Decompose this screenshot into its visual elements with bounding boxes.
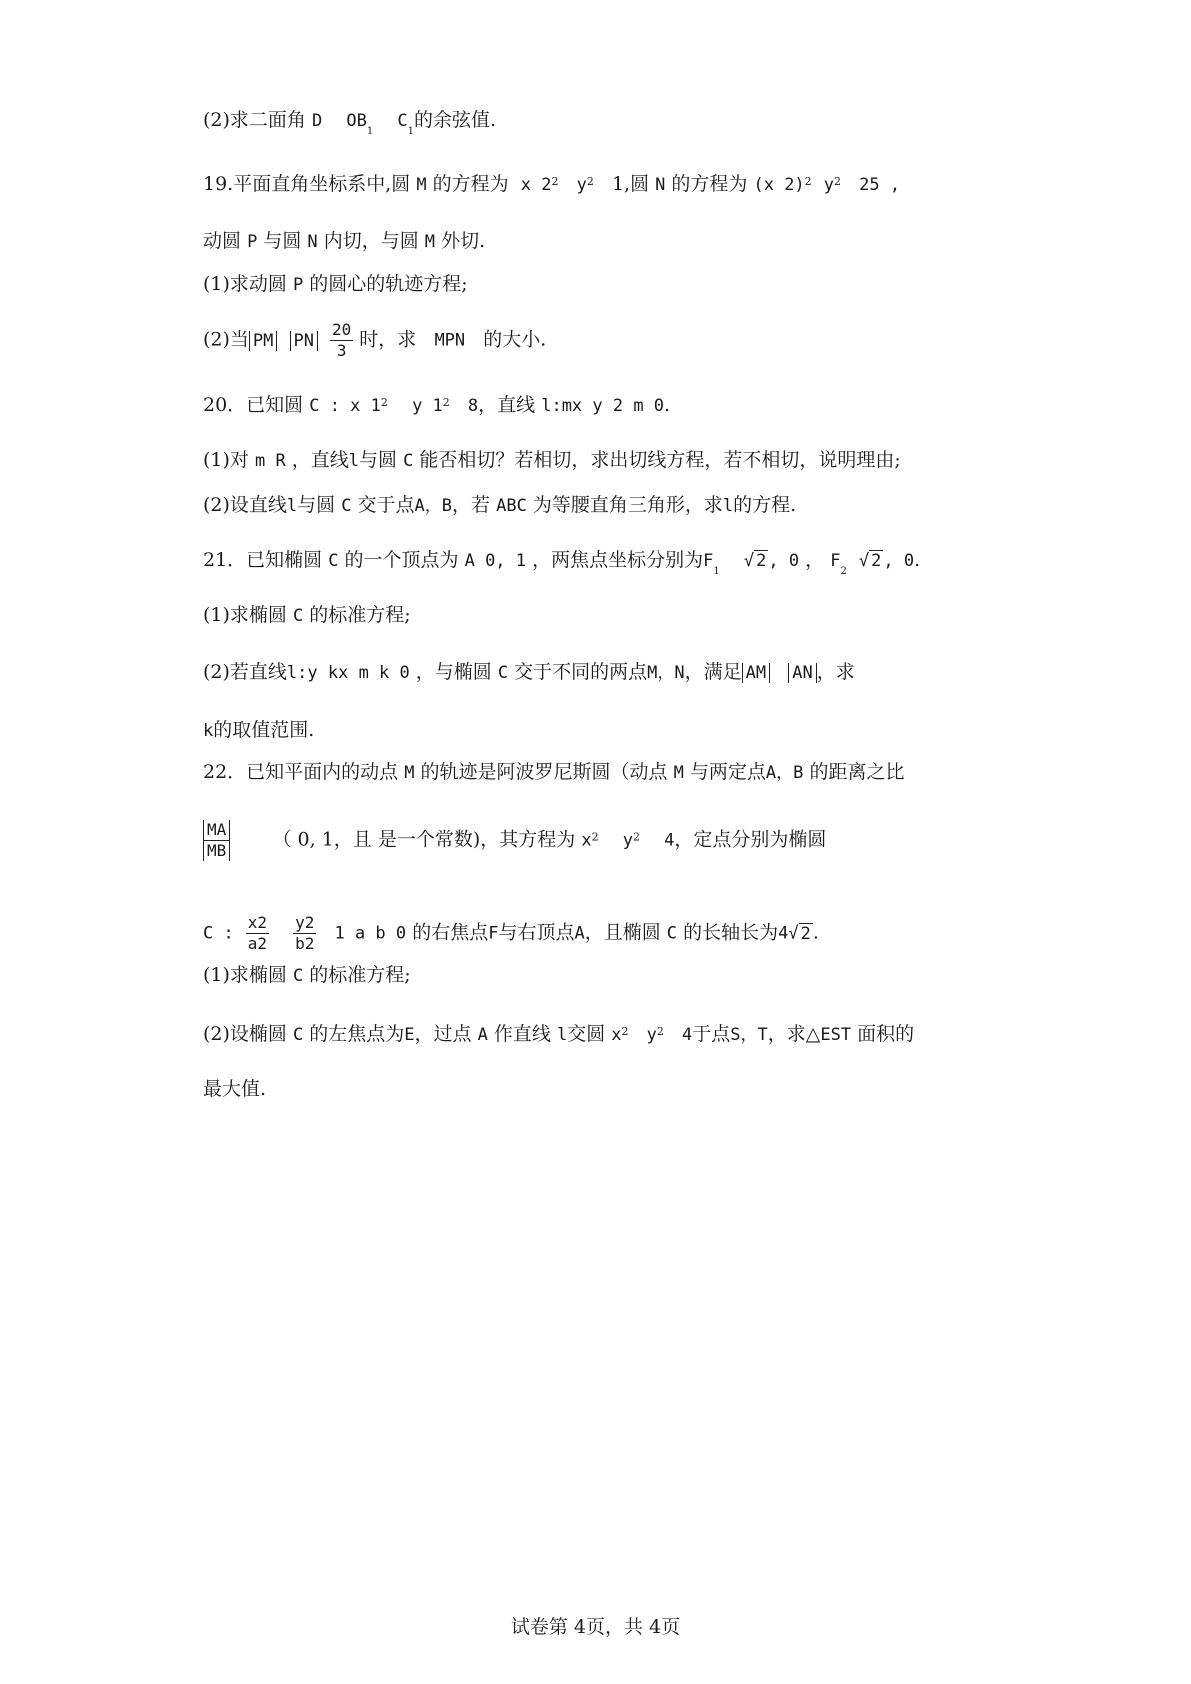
q18-part2: (2)求二面角 D $OB_1$ $C_1$的余弦值. bbox=[203, 109, 497, 137]
q22-stem-cont2: C : $\frac{x2}{a2}$ $\frac{y2}{b2}$ 1 a b 0 的右焦点F与右顶点A，且椭圆 C 的长轴长为4√ 2 . bbox=[203, 913, 819, 953]
q20-part2: (2)设直线l与圆 C 交于点A，B，若 ABC 为等腰直角三角形，求l的方程. bbox=[203, 494, 797, 516]
q19-stem: 19.平面直角坐标系中,圆 M 的方程为 x $2^2$ $y^2$ 1,圆 N 的方程为 (x 2)$^2$ $y^2$ 25 , bbox=[203, 173, 901, 195]
page-footer: 试卷第 4页，共 4页 bbox=[510, 1616, 681, 1638]
q22-stem-cont: $\frac{MA}{MB}$ （ 0, 1，且 是一个常数)，其方程为 $x^2$ $y^2$ 4，定点分别为椭圆 bbox=[203, 820, 826, 861]
q20-part1: (1)对 m R ，直线l与圆 C 能否相切？若相切，求出切线方程，若不相切，说明理由; bbox=[203, 449, 901, 471]
q22-part1: (1)求椭圆 C 的标准方程; bbox=[203, 964, 411, 986]
ratio-fraction: $\frac{MA}{MB}$ bbox=[203, 820, 230, 861]
q21-part2: (2)若直线l:y kx m k 0 ，与椭圆 C 交于不同的两点M，N，满足 AM AN ，求 bbox=[203, 661, 855, 683]
q21-part2-cont: k的取值范围. bbox=[203, 719, 315, 741]
q20-stem: 20．已知圆 C : x $1^2$ y $1^2$ 8，直线 l:mx y 2 m 0. bbox=[203, 394, 671, 416]
q21-stem: 21．已知椭圆 C 的一个顶点为 A 0, 1 ，两焦点坐标分别为$F_1$ √ 2 , 0 ， $F_2$ √ 2 , 0. bbox=[203, 549, 921, 577]
fraction-y: $\frac{y2}{b2}$ bbox=[295, 913, 315, 953]
q19-part1: (1)求动圆 P 的圆心的轨迹方程; bbox=[203, 273, 468, 295]
q22-part2: (2)设椭圆 C 的左焦点为E，过点 A 作直线 l交圆 $x^2$ $y^2$ 4于点S，T，求△EST 面积的 bbox=[203, 1023, 915, 1045]
fraction-x: $\frac{x2}{a2}$ bbox=[247, 913, 268, 953]
q22-part2-cont: 最大值. bbox=[203, 1078, 267, 1100]
q19-stem-cont: 动圆 P 与圆 N 内切，与圆 M 外切. bbox=[203, 230, 486, 252]
fraction: $\frac{20}{3}$ bbox=[332, 320, 352, 360]
q22-stem: 22．已知平面内的动点 M 的轨迹是阿波罗尼斯圆（动点 M 与两定点A，B 的距离之比 bbox=[203, 761, 905, 783]
q21-part1: (1)求椭圆 C 的标准方程; bbox=[203, 604, 411, 626]
q19-part2: (2)当 PM PN $\frac{20}{3}$ 时，求 MPN 的大小. bbox=[203, 320, 547, 360]
